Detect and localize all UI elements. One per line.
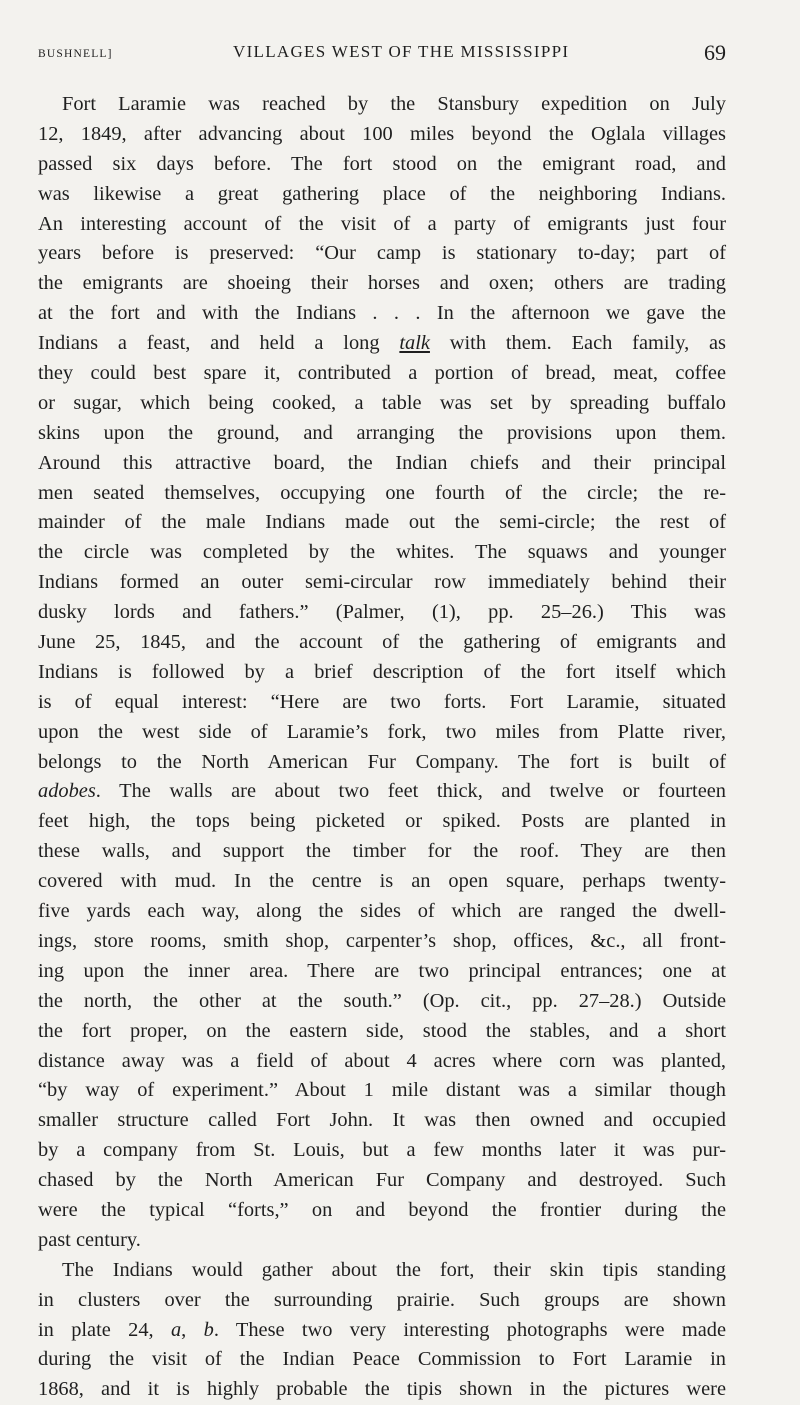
text-line: or sugar, which being cooked, a table was set by spreading buffalo <box>38 391 726 414</box>
text-line: in clusters over the surrounding prairie. Such groups are shown <box>38 1288 726 1311</box>
text-line: belongs to the North American Fur Company. The fort is built of <box>38 750 726 773</box>
text-line: 1868, and it is highly probable the tipis shown in the pictures were <box>38 1378 726 1401</box>
text-line: smaller structure called Fort John. It was then owned and occupied <box>38 1109 726 1132</box>
book-page <box>38 40 726 1405</box>
text-line: ings, store rooms, smith shop, carpenter’s shop, offices, &c., all front- <box>38 929 726 952</box>
text-line: the fort proper, on the eastern side, stood the stables, and a short <box>38 1019 726 1042</box>
text-line: were the typical “forts,” on and beyond the frontier during the <box>38 1198 726 1221</box>
text-line: years before is preserved: “Our camp is stationary to-day; part of <box>38 242 726 265</box>
text-line: during the visit of the Indian Peace Commission to Fort Laramie in <box>38 1348 726 1371</box>
italic-word: talk <box>399 332 430 355</box>
text-line: they could best spare it, contributed a portion of bread, meat, coffee <box>38 362 726 385</box>
italic-letter: a <box>170 1318 182 1341</box>
text-line: these walls, and support the timber for the roof. They are then <box>38 840 726 863</box>
running-head <box>38 40 726 74</box>
text-line: distance away was a field of about 4 acres where corn was planted, <box>38 1049 726 1072</box>
text-line: dusky lords and fathers.” (Palmer, (1), pp. 25–26.) This was <box>38 601 726 624</box>
running-head-author: BUSHNELL] <box>38 48 113 60</box>
text-line: 12, 1849, after advancing about 100 miles beyond the Oglala villages <box>38 122 726 145</box>
text-line: the north, the other at the south.” (Op. cit., pp. 27–28.) Outside <box>38 989 726 1012</box>
italic-word: adobes <box>38 780 96 803</box>
text-line: in plate 24, a, b. These two very interesting photographs were made <box>38 1318 726 1341</box>
text-line: passed six days before. The fort stood on the emigrant road, and <box>38 152 726 175</box>
text-line: at the fort and with the Indians . . . In the afternoon we gave the <box>38 302 726 325</box>
text-line: covered with mud. In the centre is an open square, perhaps twenty- <box>38 870 726 893</box>
text-line: Indians is followed by a brief description of the fort itself which <box>38 660 726 683</box>
body-text <box>38 90 726 1405</box>
text-line: chased by the North American Fur Company and destroyed. Such <box>38 1169 726 1192</box>
text-line: men seated themselves, occupying one fourth of the circle; the re- <box>38 481 726 504</box>
text-line: five yards each way, along the sides of which are ranged the dwell- <box>38 900 726 923</box>
text-line: Indians a feast, and held a long talk with them. Each family, as <box>38 332 726 355</box>
text-line: mainder of the male Indians made out the semi-circle; the rest of <box>38 511 726 534</box>
text-line: is of equal interest: “Here are two forts. Fort Laramie, situated <box>38 690 726 713</box>
running-head-title: VILLAGES WEST OF THE MISSISSIPPI <box>233 42 570 61</box>
text-line: the circle was completed by the whites. The squaws and younger <box>38 541 726 564</box>
text-line: feet high, the tops being picketed or spiked. Posts are planted in <box>38 810 726 833</box>
text-line: The Indians would gather about the fort, their skin tipis standing <box>62 1258 726 1281</box>
text-line: upon the west side of Laramie’s fork, two miles from Platte river, <box>38 720 726 743</box>
italic-letter: b <box>203 1318 214 1341</box>
page-number: 69 <box>704 40 726 65</box>
text-line: was likewise a great gathering place of the neighboring Indians. <box>38 182 726 205</box>
text-line: ing upon the inner area. There are two principal entrances; one at <box>38 959 726 982</box>
text-line: Indians formed an outer semi-circular row immediately behind their <box>38 571 726 594</box>
text-line: skins upon the ground, and arranging the provisions upon them. <box>38 421 726 444</box>
text-line-last: past century. <box>38 1228 141 1251</box>
text-line: by a company from St. Louis, but a few months later it was pur- <box>38 1139 726 1162</box>
text-line: “by way of experiment.” About 1 mile distant was a similar though <box>38 1079 726 1102</box>
text-line: June 25, 1845, and the account of the gathering of emigrants and <box>38 631 726 654</box>
text-line: the emigrants are shoeing their horses and oxen; others are trading <box>38 272 726 295</box>
text-line: Fort Laramie was reached by the Stansbury expedition on July <box>62 93 726 115</box>
text-line: An interesting account of the visit of a party of emigrants just four <box>38 212 726 235</box>
text-line: Around this attractive board, the Indian chiefs and their principal <box>38 451 726 474</box>
text-line: adobes. The walls are about two feet thick, and twelve or fourteen <box>38 780 726 803</box>
